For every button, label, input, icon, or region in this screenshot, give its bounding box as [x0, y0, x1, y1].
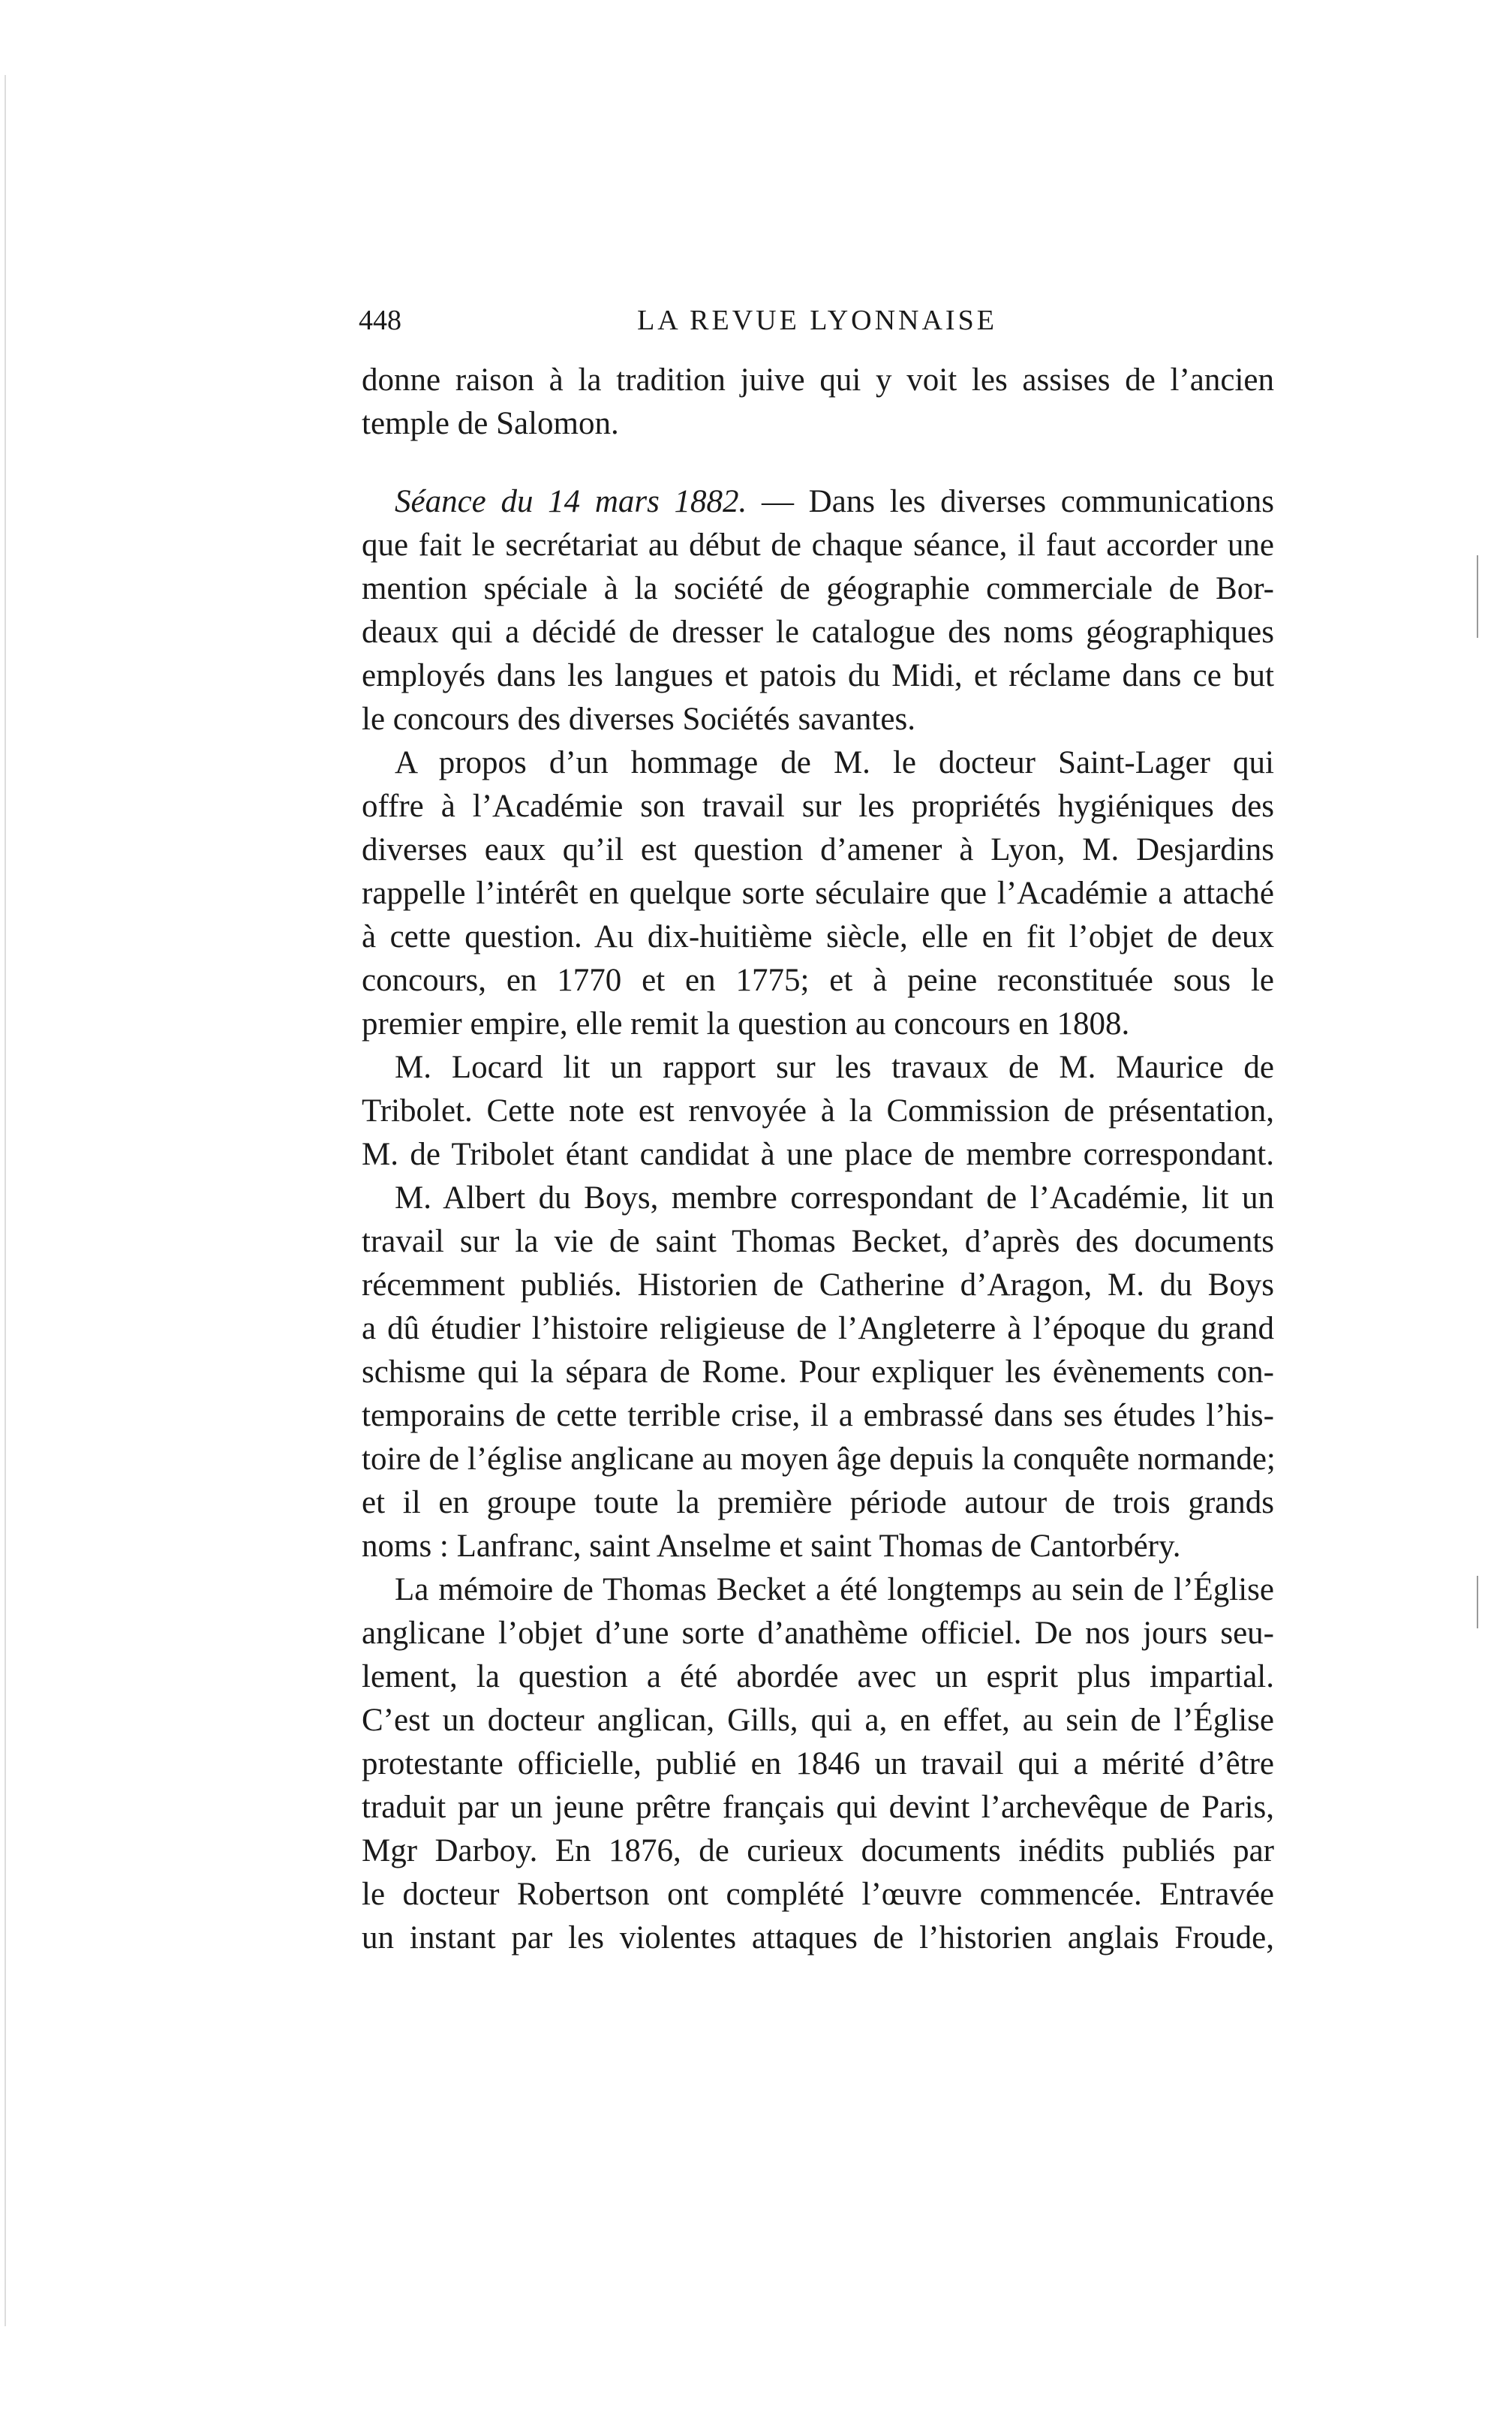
scan-edge: [5, 75, 6, 2326]
text-line: Mgr Darboy. En 1876, de curieux documents inédits publiés par: [362, 1833, 1274, 1868]
text-line: toire de l’église anglicane au moyen âge depuis la conquête normande;: [362, 1441, 1276, 1477]
text-line: deaux qui a décidé de dresser le catalogue des noms géographiques: [362, 615, 1274, 650]
text-line: noms : Lanfranc, saint Anselme et saint Thomas de Cantorbéry.: [362, 1529, 1181, 1564]
running-title: LA REVUE LYONNAISE: [637, 305, 997, 336]
running-header: [359, 304, 1276, 346]
text-line: [362, 480, 1274, 524]
text-line: un instant par les violentes attaques de l’historien anglais Froude,: [362, 1920, 1274, 1956]
text-line: lement, la question a été abordée avec un esprit plus impartial.: [362, 1659, 1274, 1694]
text-line: C’est un docteur anglican, Gills, qui a, en effet, au sein de l’Église: [362, 1703, 1274, 1738]
text-line: M. de Tribolet étant candidat à une place de membre correspondant.: [362, 1137, 1274, 1172]
text-line: mention spéciale à la société de géographie commerciale de Bor-: [362, 571, 1274, 606]
text-line: anglicane l’objet d’une sorte d’anathème officiel. De nos jours seu-: [362, 1616, 1274, 1651]
text-line: le concours des diverses Sociétés savantes.: [362, 702, 915, 737]
text-line: premier empire, elle remit la question au concours en 1808.: [362, 1006, 1130, 1042]
text-line: La mémoire de Thomas Becket a été longtemps au sein de l’Église: [395, 1572, 1274, 1607]
page-number: 448: [359, 305, 401, 336]
text-line: M. Albert du Boys, membre correspondant de l’Académie, lit un: [395, 1180, 1274, 1216]
text-line: A propos d’un hommage de M. le docteur Saint-Lager qui: [395, 745, 1274, 780]
session-date: Séance du 14 mars 1882.: [395, 484, 747, 519]
text-line: donne raison à la tradition juive qui y voit les assises de l’ancien: [362, 362, 1274, 398]
text-line: et il en groupe toute la première période autour de trois grands: [362, 1485, 1274, 1520]
text-line: que fait le secrétariat au début de chaque séance, il faut accorder une: [362, 528, 1274, 563]
text-span: — Dans les diverses communications: [747, 484, 1274, 519]
text-line: concours, en 1770 et en 1775; et à peine reconstituée sous le: [362, 963, 1274, 998]
text-line: travail sur la vie de saint Thomas Becket, d’après des documents: [362, 1224, 1274, 1259]
text-line: diverses eaux qu’il est question d’amener à Lyon, M. Desjardins: [362, 832, 1274, 867]
text-line: M. Locard lit un rapport sur les travaux de M. Maurice de: [395, 1050, 1274, 1085]
text-line: Tribolet. Cette note est renvoyée à la Commission de présentation,: [362, 1093, 1274, 1129]
text-line: temple de Salomon.: [362, 406, 619, 441]
text-line: temporains de cette terrible crise, il a embrassé dans ses études l’his-: [362, 1398, 1274, 1433]
text-line: récemment publiés. Historien de Catherine d’Aragon, M. du Boys: [362, 1267, 1274, 1303]
text-line: le docteur Robertson ont complété l’œuvre commencée. Entravée: [362, 1877, 1274, 1912]
text-line: à cette question. Au dix-huitième siècle, elle en fit l’objet de deux: [362, 919, 1274, 954]
text-line: traduit par un jeune prêtre français qui devint l’archevêque de Paris,: [362, 1790, 1274, 1825]
text-line: a dû étudier l’histoire religieuse de l’Angleterre à l’époque du grand: [362, 1311, 1274, 1346]
paragraph-1: [362, 359, 1274, 446]
body-text: [362, 480, 1274, 1960]
text-line: offre à l’Académie son travail sur les propriétés hygiéniques des: [362, 789, 1274, 824]
text-line: rappelle l’intérêt en quelque sorte séculaire que l’Académie a attaché: [362, 876, 1274, 911]
text-line: employés dans les langues et patois du Midi, et réclame dans ce but: [362, 658, 1274, 693]
scan-margin-mark: [1477, 555, 1478, 638]
scan-margin-mark: [1477, 1576, 1478, 1628]
text-line: protestante officielle, publié en 1846 un travail qui a mérité d’être: [362, 1746, 1274, 1781]
text-line: schisme qui la sépara de Rome. Pour expliquer les évènements con-: [362, 1354, 1274, 1390]
